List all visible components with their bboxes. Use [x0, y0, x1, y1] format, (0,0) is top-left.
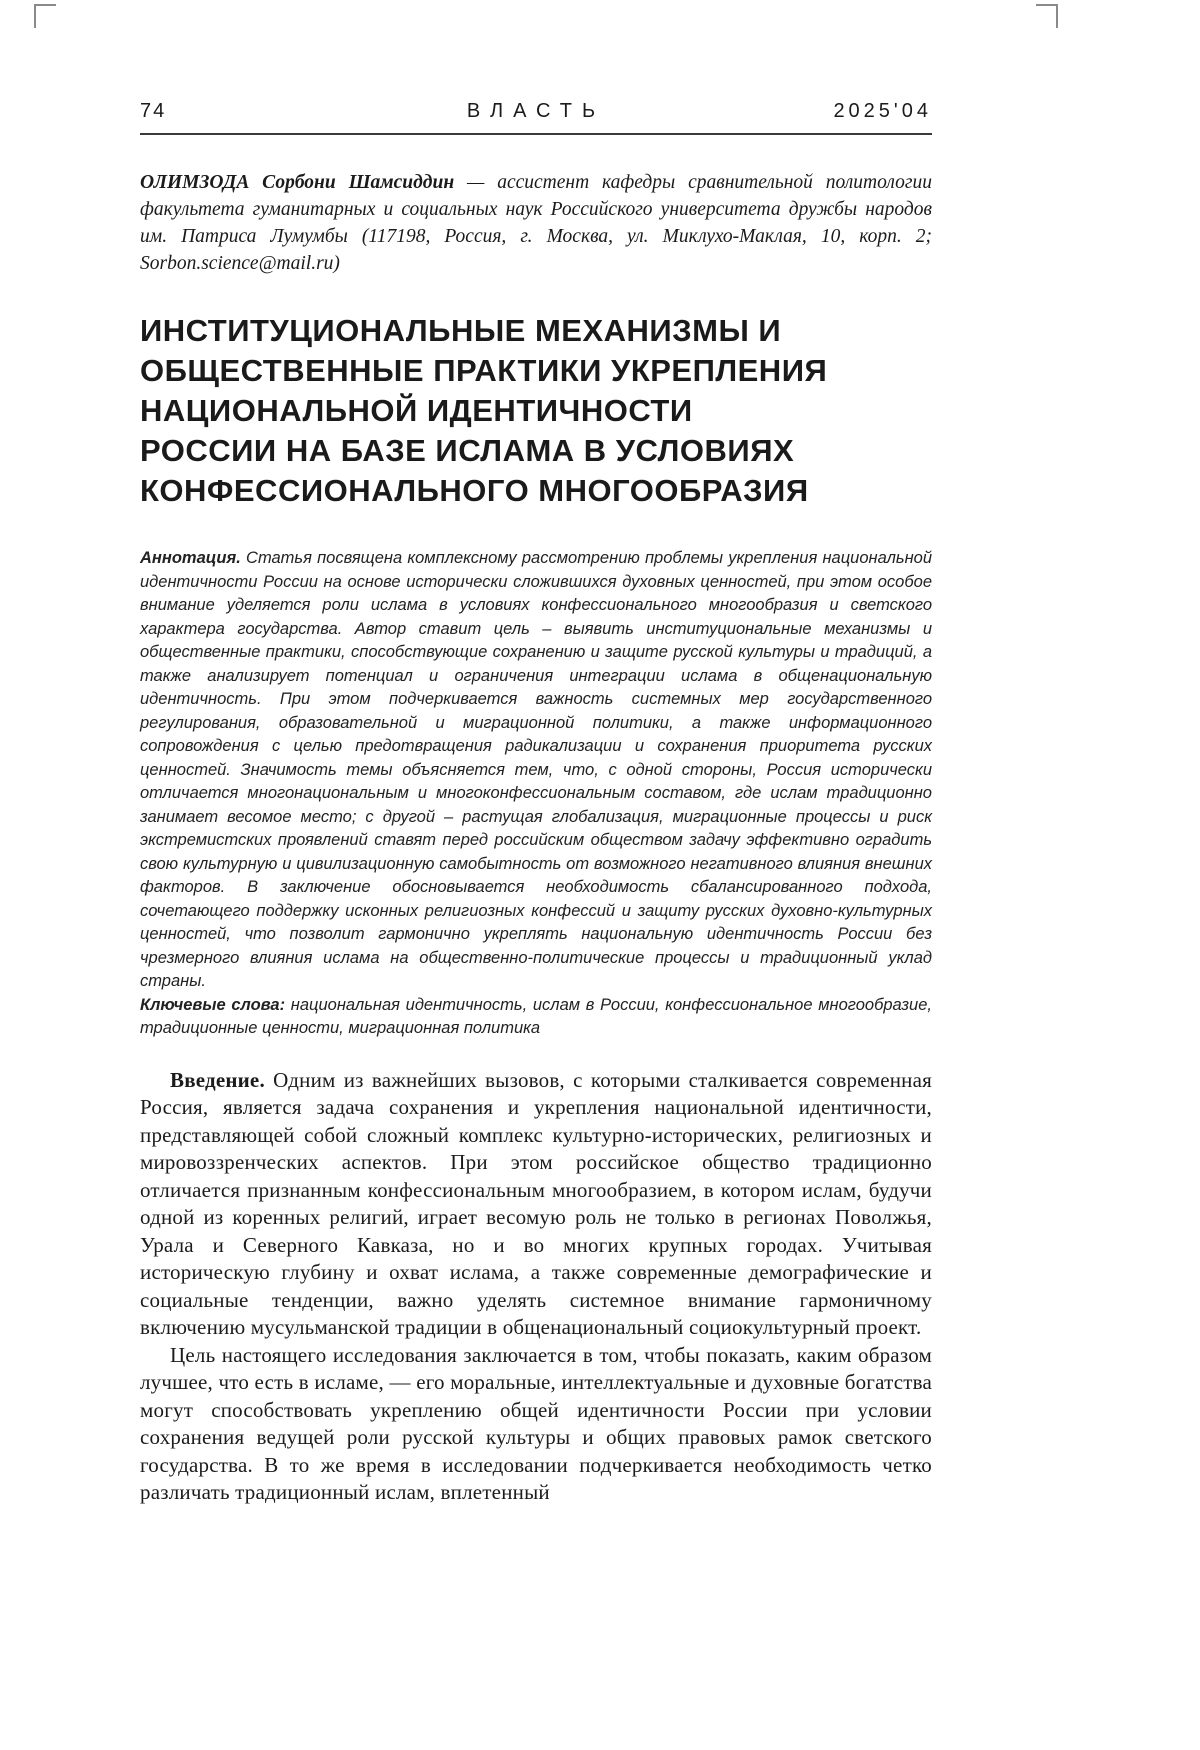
author-affiliation: — ассистент кафедры сравнительной политологии факультета гуманитарных и социальных наук Российского университета дружбы народов им. Патриса Лумумбы (117198, Россия, г. Москва, ул. Миклухо-Маклая, 10, корп. 2; Sorbon.science@mail.ru): [140, 172, 932, 274]
abstract-text: Статья посвящена комплексному рассмотрению проблемы укрепления национальной идентичности России на основе исторически сложившихся духовных ценностей, при этом особое внимание уделяется роли ислама в условиях конфессионального многообразия и светского характера государства. Автор ставит цель – выявить институциональные механизмы и общественные практики, способствующие сохранению и защите русской культуры и традиций, а также анализирует потенциал и ограничения интеграции ислама в общенациональную идентичность. При этом подчеркивается важность системных мер государственного регулирования, образовательной и миграционной политики, а также информационного сопровождения с целью предотвращения радикализации и сохранения приоритета русских ценностей. Значимость темы объясняется тем, что, с одной стороны, Россия исторически отличается многонациональным и многоконфессиональным составом, где ислам традиционно занимает весомое место; с другой – растущая глобализация, миграционные процессы и риск экстремистских проявлений ставят перед российским обществом задачу эффективно оградить свою культурную и цивилизационную самобытность от возможного негативного влияния внешних факторов. В заключение обосновывается необходимость сбалансированного подхода, сочетающего поддержку исконных религиозных конфессий и защиту русских духовно-культурных ценностей, что позволит гармонично укреплять национальную идентичность России без чрезмерного влияния ислама на общественно-политические процессы и традиционный уклад страны.: [140, 549, 933, 990]
page-header: [140, 100, 932, 135]
keywords-block: [140, 994, 932, 1041]
intro-label: Введение.: [170, 1067, 265, 1092]
body-paragraph: Цель настоящего исследования заключается в том, чтобы показать, каким образом лучшее, что есть в исламе, — его моральные, интеллектуальные и духовные богатства могут способствовать укреплению общей идентичности России при условии сохранения ведущей роли русской культуры и общих правовых рамок светского государства. В то же время в исследовании подчеркивается необходимость четко различать традиционный ислам, вплетенный: [140, 1342, 932, 1504]
abstract-label: Аннотация.: [140, 549, 241, 567]
author-block: [140, 169, 932, 277]
intro-paragraph: [140, 1067, 932, 1342]
article-body: [140, 1067, 932, 1507]
journal-title: ВЛАСТЬ: [466, 100, 606, 122]
article-title: ИНСТИТУЦИОНАЛЬНЫЕ МЕХАНИЗМЫ И ОБЩЕСТВЕННЫЕ ПРАКТИКИ УКРЕПЛЕНИЯ НАЦИОНАЛЬНОЙ ИДЕНТИЧНОСТИ РОССИИ НА БАЗЕ ИСЛАМА В УСЛОВИЯХ КОНФЕССИОНАЛЬНОГО МНОГООБРАЗИЯ: [140, 313, 828, 508]
page-number: 74: [140, 100, 167, 122]
keywords-label: Ключевые слова:: [140, 995, 286, 1014]
issue-number: 2025'04: [833, 100, 932, 122]
intro-text: Одним из важнейших вызовов, с которыми сталкивается современная Россия, является задача сохранения и укрепления национальной идентичности, представляющей собой сложный комплекс культурно-исторических, религиозных и мировоззренческих аспектов. При этом российское общество традиционно отличается признанным конфессиональным многообразием, в котором ислам, будучи одной из коренных религий, играет весомую роль не только в регионах Поволжья, Урала и Северного Кавказа, но и во многих крупных городах. Учитывая историческую глубину и охват ислама, а также современные демографические и социальные тенденции, важно уделять системное внимание гармоничному включению мусульманской традиции в общенациональный социокультурный проект.: [140, 1067, 932, 1339]
crop-mark-top-left: [34, 4, 56, 28]
keywords-text: национальная идентичность, ислам в России, конфессиональное многообразие, традиционные ценности, миграционная политика: [140, 995, 932, 1037]
crop-mark-top-right: [1036, 4, 1058, 28]
abstract-block: [140, 547, 932, 994]
page-content: [140, 0, 932, 1507]
author-name: ОЛИМЗОДА Сорбони Шамсиддин: [140, 172, 455, 193]
